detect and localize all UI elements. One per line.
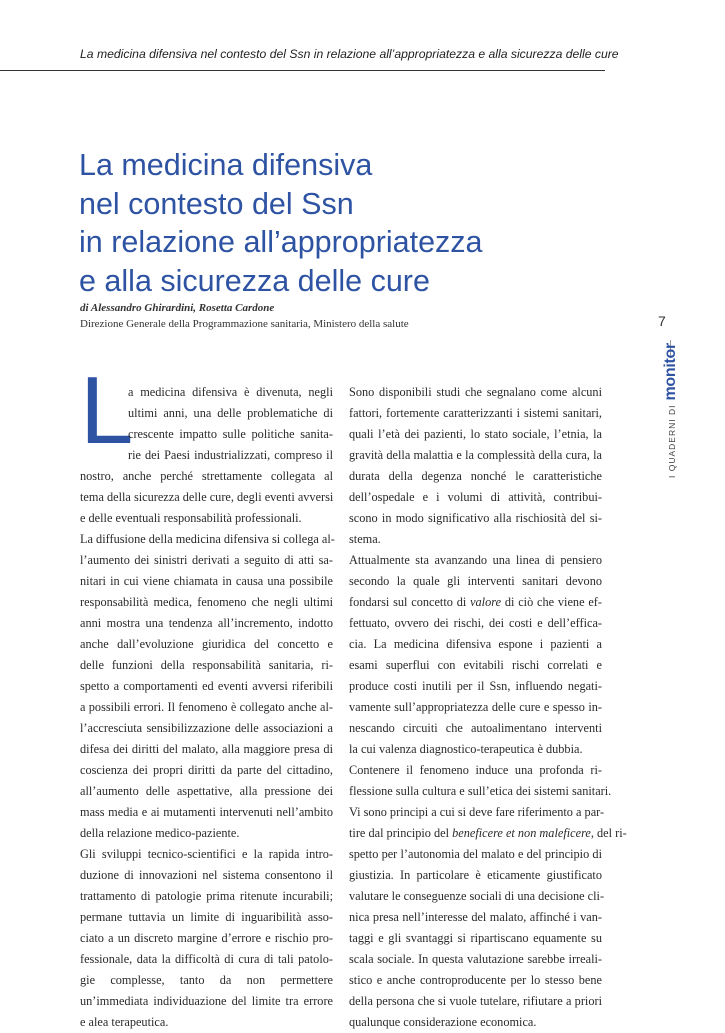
text-line: dell’ospedale e i volumi di attività, contribui- bbox=[349, 490, 602, 504]
text-line: stico e anche controproducente per lo stesso bene bbox=[349, 973, 602, 987]
text-line: nostro, anche perché strettamente collegata al bbox=[80, 469, 333, 483]
text-line: crescente impatto sulle politiche sanita- bbox=[128, 427, 333, 441]
article-authors: di Alessandro Ghirardini, Rosetta Cardone bbox=[80, 302, 275, 314]
text-line: ciato a un discreto margine d’errore e rischio pro- bbox=[80, 931, 333, 945]
text-line: scala sociale. In questa valutazione sarebbe irreali- bbox=[349, 952, 602, 966]
text-line: Gli sviluppi tecnico-scientifici e la rapida intro- bbox=[80, 847, 333, 861]
text-line: quali l’età dei pazienti, lo stato sociale, l’etnia, la bbox=[349, 427, 602, 441]
text-line: della relazione medico-paziente. bbox=[80, 826, 240, 840]
text-line: a medicina difensiva è divenuta, negli bbox=[128, 385, 333, 399]
running-head: La medicina difensiva nel contesto del Ssn in relazione all’appropriatezza e alla sicurezza delle cure bbox=[80, 47, 619, 61]
text-line: fondarsi sul concetto di valore di ciò che viene ef- bbox=[349, 595, 602, 609]
text-line: vamente sull’appropriatezza delle cure e spesso in- bbox=[349, 700, 602, 714]
text-line: Contenere il fenomeno induce una profonda ri- bbox=[349, 763, 602, 777]
text-line: stema. bbox=[349, 532, 381, 546]
text-line: cia. La medicina difensiva espone i pazienti a bbox=[349, 637, 602, 651]
text-line: tema della sicurezza delle cure, degli eventi avversi bbox=[80, 490, 334, 504]
text-line: flessione sulla cultura e sull’etica dei sistemi sanitari. bbox=[349, 784, 612, 798]
text-line: coscienza dei propri diritti da parte del cittadino, bbox=[80, 763, 333, 777]
monitor-logo: monitor bbox=[662, 343, 679, 401]
text-line: anche dall’evoluzione giuridica del concetto e bbox=[80, 637, 333, 651]
text-line: nitari in cui viene chiamata in causa una possibile bbox=[80, 574, 333, 588]
text-line: secondo la quale gli interventi sanitari devono bbox=[349, 574, 602, 588]
text-line: l’aumento dei sinistri derivati a seguito di atti sa- bbox=[80, 553, 333, 567]
text-line: Vi sono principi a cui si deve fare riferimento a par- bbox=[349, 805, 605, 819]
author-affiliation: Direzione Generale della Programmazione sanitaria, Ministero della salute bbox=[80, 318, 409, 330]
text-line: spetto a comportamenti ed eventi avversi riferibili bbox=[80, 679, 333, 693]
text-line: giustizia. In particolare è eticamente giustificato bbox=[349, 868, 602, 882]
text-line: Sono disponibili studi che segnalano come alcuni bbox=[349, 385, 602, 399]
text-line: gravità della malattia e la complessità della cura, la bbox=[349, 448, 602, 462]
text-line: duzione di innovazioni nel sistema consentono il bbox=[80, 868, 333, 882]
text-line: difesa dei diritti del malato, alla maggiore presa di bbox=[80, 742, 333, 756]
text-line: gie complesse, tanto da non permettere bbox=[80, 973, 333, 987]
text-line: esami superflui con evitabili rischi correlati e bbox=[349, 658, 602, 672]
text-line: all’aumento delle aspettative, alla pressione dei bbox=[80, 784, 333, 798]
text-line: e alea terapeutica. bbox=[80, 1015, 169, 1029]
text-line: qualunque considerazione economica. bbox=[349, 1015, 537, 1029]
drop-cap-letter: L bbox=[80, 357, 134, 464]
text-line: taggi e gli svantaggi si ripartiscano equamente su bbox=[349, 931, 602, 945]
text-line: trattamento di patologie prima ritenute incurabili; bbox=[80, 889, 333, 903]
text-line: anni mostra una tendenza all’incremento, indotto bbox=[80, 616, 333, 630]
text-line: La diffusione della medicina difensiva si collega al- bbox=[80, 532, 335, 546]
side-label bbox=[662, 343, 680, 478]
title-line: in relazione all’appropriatezza bbox=[79, 225, 483, 259]
text-line: fettuato, ovvero dei rischi, dei costi e dell’effica- bbox=[349, 616, 602, 630]
header-rule bbox=[0, 70, 605, 71]
text-line: nescando circuiti che autoalimentano interventi bbox=[349, 721, 602, 735]
text-line: rie dei Paesi industrializzati, compreso il bbox=[128, 448, 333, 462]
page-number: 7 bbox=[658, 313, 666, 329]
left-column bbox=[80, 382, 333, 1033]
text-line: un’immediata individuazione del limite tra errore bbox=[80, 994, 333, 1008]
text-line: responsabilità medica, fenomeno che negli ultimi bbox=[80, 595, 333, 609]
text-line: scono in modo significativo alla rischiosità del si- bbox=[349, 511, 602, 525]
article-title bbox=[79, 146, 483, 300]
text-line: l’accresciuta sensibilizzazione delle associazioni a bbox=[80, 721, 333, 735]
text-line: valutare le conseguenze sociali di una decisione cli- bbox=[349, 889, 605, 903]
text-line: spetto per l’autonomia del malato e del principio di bbox=[349, 847, 602, 861]
text-line: a possibili errori. Il fenomeno è collegato anche al- bbox=[80, 700, 333, 714]
text-line: della persona che si vuole tutelare, rifiutare a priori bbox=[349, 994, 602, 1008]
title-line: nel contesto del Ssn bbox=[79, 186, 354, 221]
side-label-quaderni: I QUADERNI DI bbox=[667, 404, 677, 478]
text-line: fessionale, data la difficoltà di cura di tali patolo- bbox=[80, 952, 333, 966]
title-line: La medicina difensiva bbox=[79, 148, 373, 182]
text-line: mass media e ai mutamenti intervenuti nell’ambito bbox=[80, 805, 333, 819]
text-line: durata della degenza nonché le caratteristiche bbox=[349, 469, 602, 483]
text-line: fattori, fortemente caratterizzanti i sistemi sanitari, bbox=[349, 406, 602, 420]
text-line: nica presa nell’interesse del malato, affinché i van- bbox=[349, 910, 602, 924]
right-column bbox=[349, 382, 627, 1033]
title-line: e alla sicurezza delle cure bbox=[79, 263, 430, 298]
text-line: produce costi inutili per il Ssn, influendo negati- bbox=[349, 679, 602, 693]
text-line: Attualmente sta avanzando una linea di pensiero bbox=[349, 553, 602, 567]
text-line: delle funzioni della responsabilità sanitaria, ri- bbox=[80, 658, 333, 672]
text-line: tire dal principio del beneficere et non maleficere, del ri- bbox=[349, 826, 627, 840]
text-line: e delle eventuali responsabilità professionali. bbox=[80, 511, 302, 525]
text-line: la cui valenza diagnostico-terapeutica è dubbia. bbox=[349, 742, 583, 756]
text-line: permane tuttavia un limite di inguaribilità asso- bbox=[80, 910, 333, 924]
text-line: ultimi anni, una delle problematiche di bbox=[128, 406, 333, 420]
